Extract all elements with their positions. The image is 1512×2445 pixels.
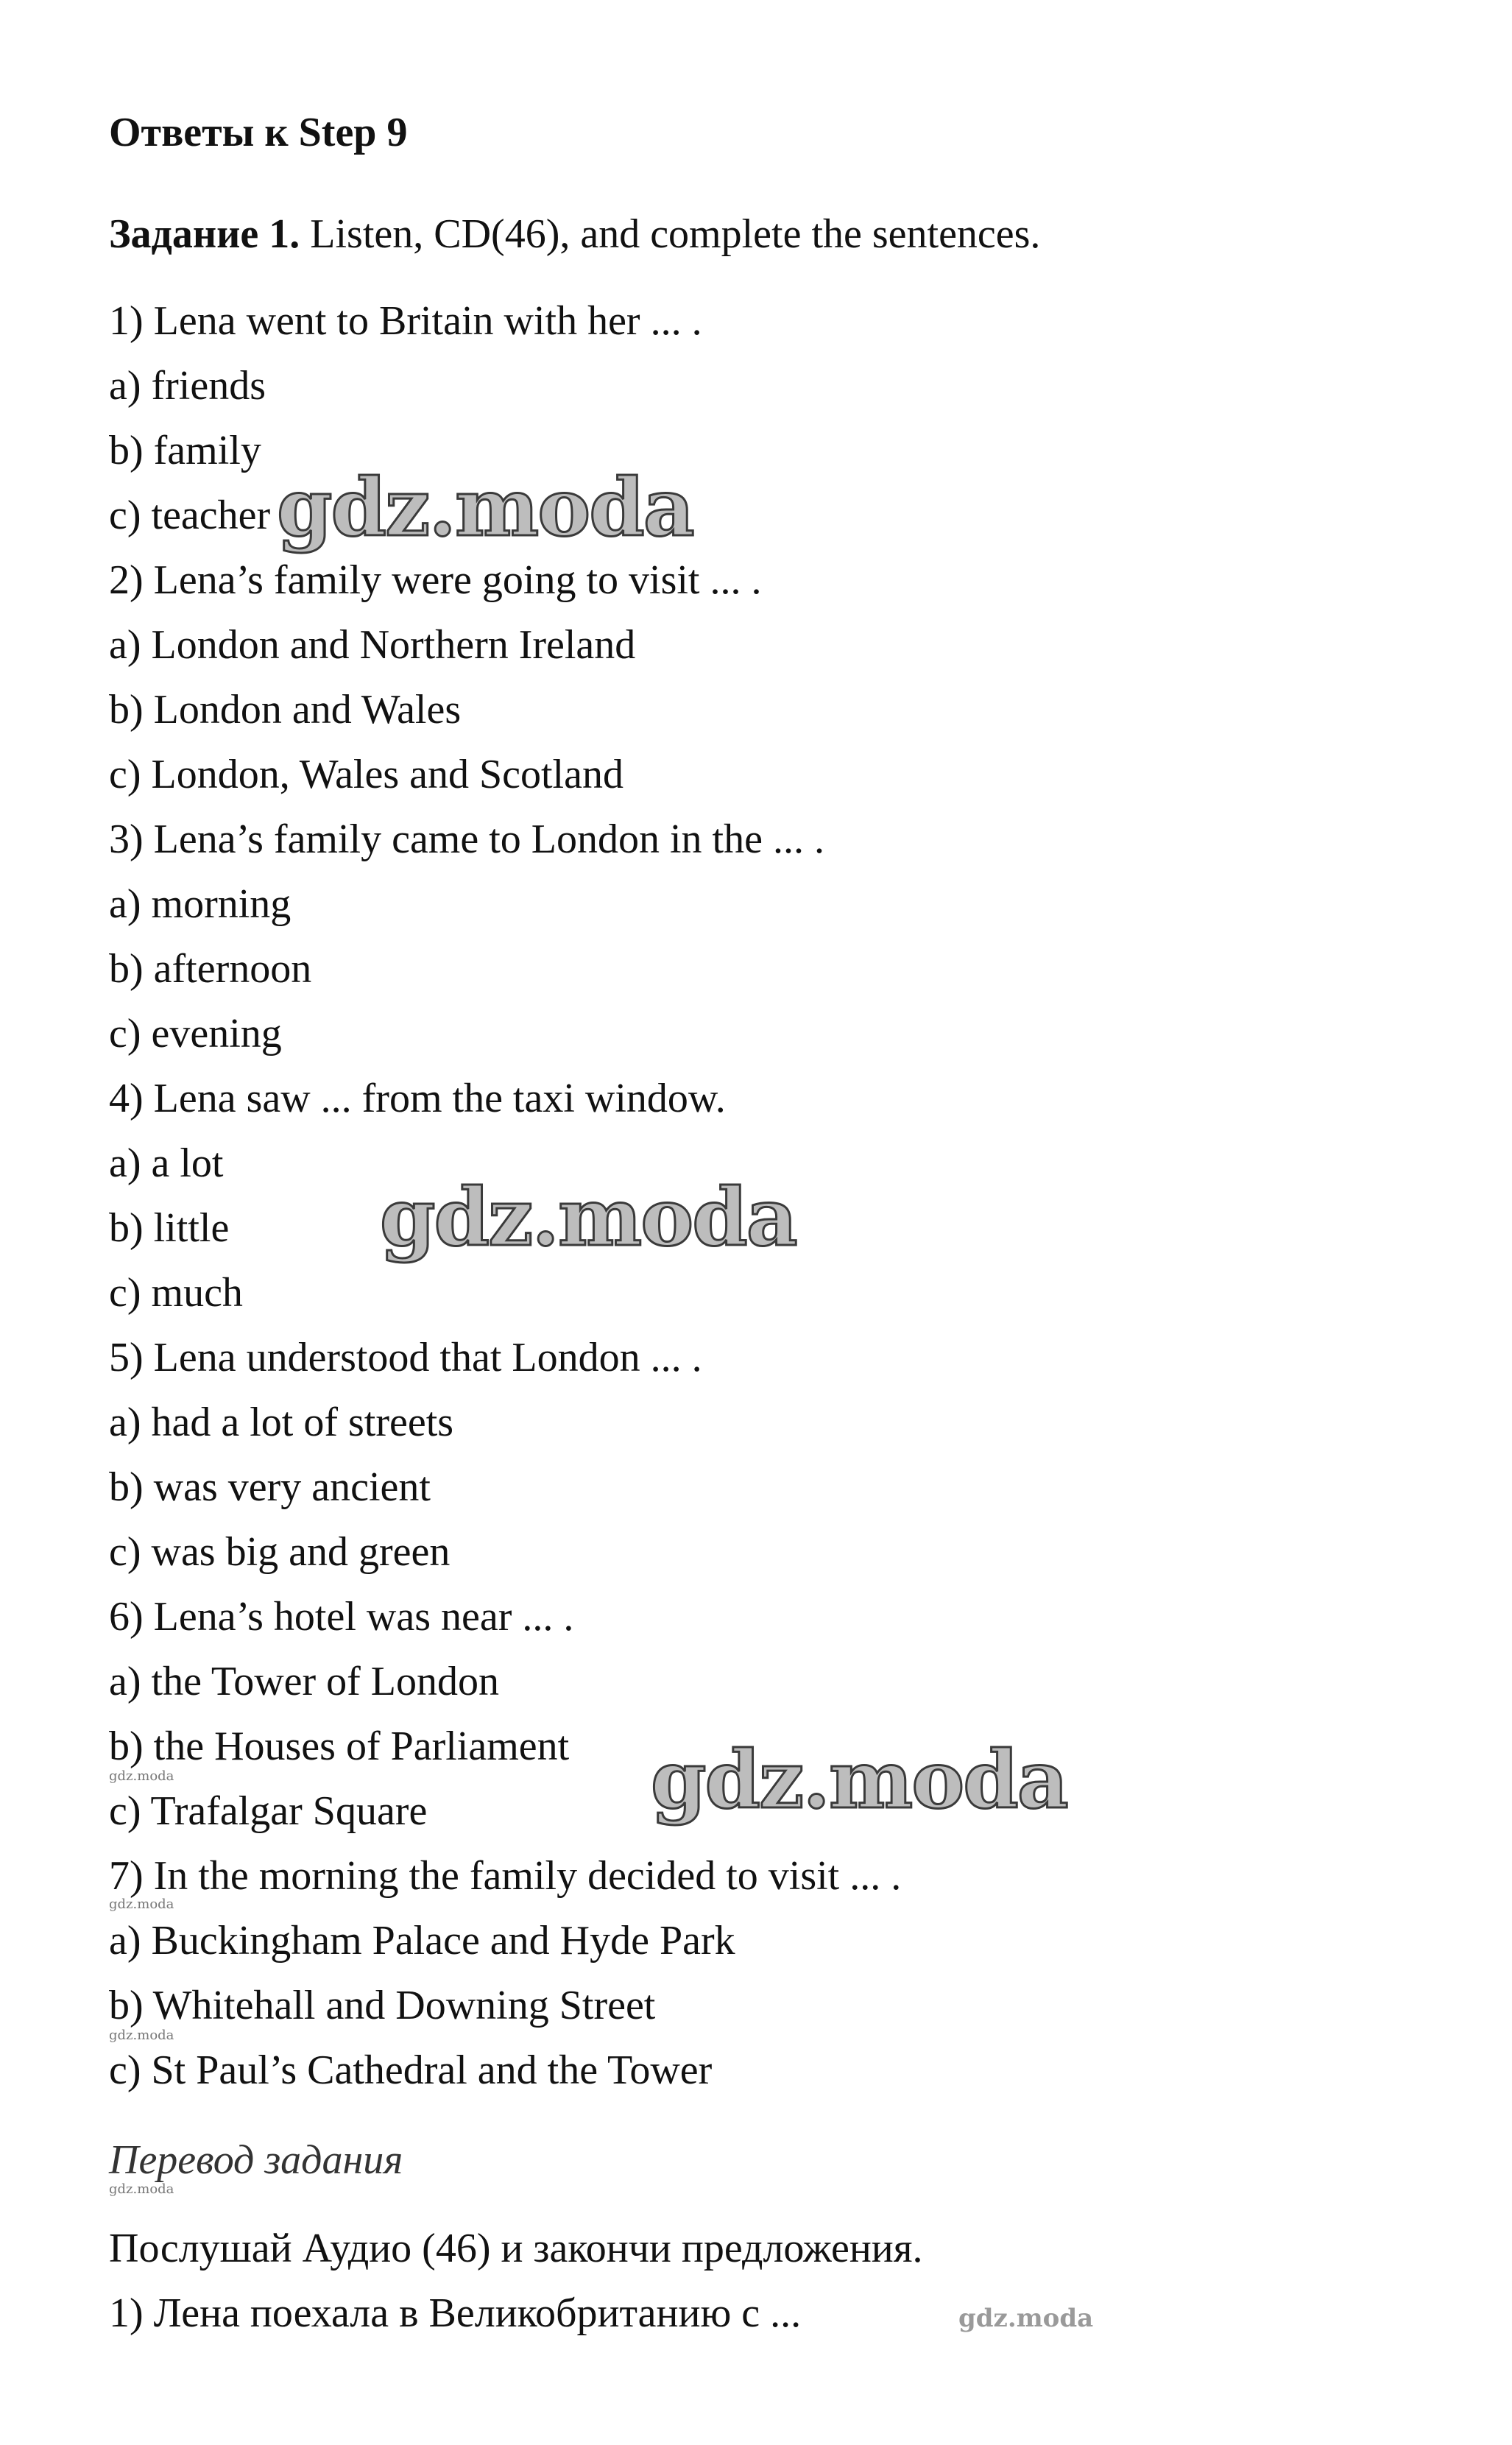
answer-option: c) much: [109, 1270, 243, 1316]
watermark-small: gdz.moda: [109, 1768, 174, 1784]
question-line: 3) Lena’s family came to London in the ... .: [109, 816, 824, 862]
answer-option: a) the Tower of London: [109, 1659, 500, 1704]
translation-line: Послушай Аудио (46) и закончи предложения.: [109, 2226, 923, 2271]
answer-option: c) evening: [109, 1011, 282, 1056]
question-line: 4) Lena saw ... from the taxi window.: [109, 1076, 726, 1121]
answer-option: a) morning: [109, 881, 292, 927]
page-title: Ответы к Step 9: [109, 110, 408, 155]
watermark-small: gdz.moda: [109, 2181, 174, 2197]
watermark-logo: gdz.moda: [651, 1734, 1067, 1827]
question-line: 6) Lena’s hotel was near ... .: [109, 1594, 574, 1640]
answer-option: a) Buckingham Palace and Hyde Park: [109, 1918, 735, 1964]
watermark-logo: gdz.moda: [380, 1171, 796, 1264]
translation-heading: Перевод задания: [109, 2137, 403, 2183]
answer-option: a) London and Northern Ireland: [109, 622, 636, 668]
watermark-small: gdz.moda: [109, 1897, 174, 1912]
answer-option: c) London, Wales and Scotland: [109, 752, 623, 797]
watermark-text: gdz.moda: [958, 2304, 1094, 2333]
watermark-small: gdz.moda: [109, 2028, 174, 2043]
question-line: 2) Lena’s family were going to visit ... .: [109, 557, 762, 603]
answer-option: c) teacher: [109, 493, 271, 538]
answer-option: c) was big and green: [109, 1529, 451, 1575]
question-line: 7) In the morning the family decided to visit ... .: [109, 1853, 902, 1899]
answer-option: b) little: [109, 1205, 230, 1251]
answer-option: b) the Houses of Parliament: [109, 1724, 570, 1769]
answer-option: a) friends: [109, 363, 266, 409]
task-heading: [109, 211, 1041, 257]
question-line: 1) Lena went to Britain with her ... .: [109, 298, 702, 344]
answer-option: b) family: [109, 428, 261, 473]
translation-line: 1) Лена поехала в Великобританию с ...: [109, 2290, 802, 2336]
answer-option: b) London and Wales: [109, 687, 462, 733]
answer-option: c) St Paul’s Cathedral and the Tower: [109, 2047, 713, 2093]
task-label: Задание 1.: [109, 211, 300, 257]
answer-option: a) had a lot of streets: [109, 1400, 454, 1445]
answer-option: b) was very ancient: [109, 1464, 431, 1510]
answer-option: a) a lot: [109, 1140, 224, 1186]
watermark-logo: gdz.moda: [277, 462, 693, 554]
question-line: 5) Lena understood that London ... .: [109, 1335, 702, 1380]
task-instruction: Listen, CD(46), and complete the sentences.: [300, 211, 1041, 257]
answer-option: b) afternoon: [109, 946, 312, 992]
answer-option: c) Trafalgar Square: [109, 1788, 428, 1834]
answer-option: b) Whitehall and Downing Street: [109, 1983, 656, 2028]
